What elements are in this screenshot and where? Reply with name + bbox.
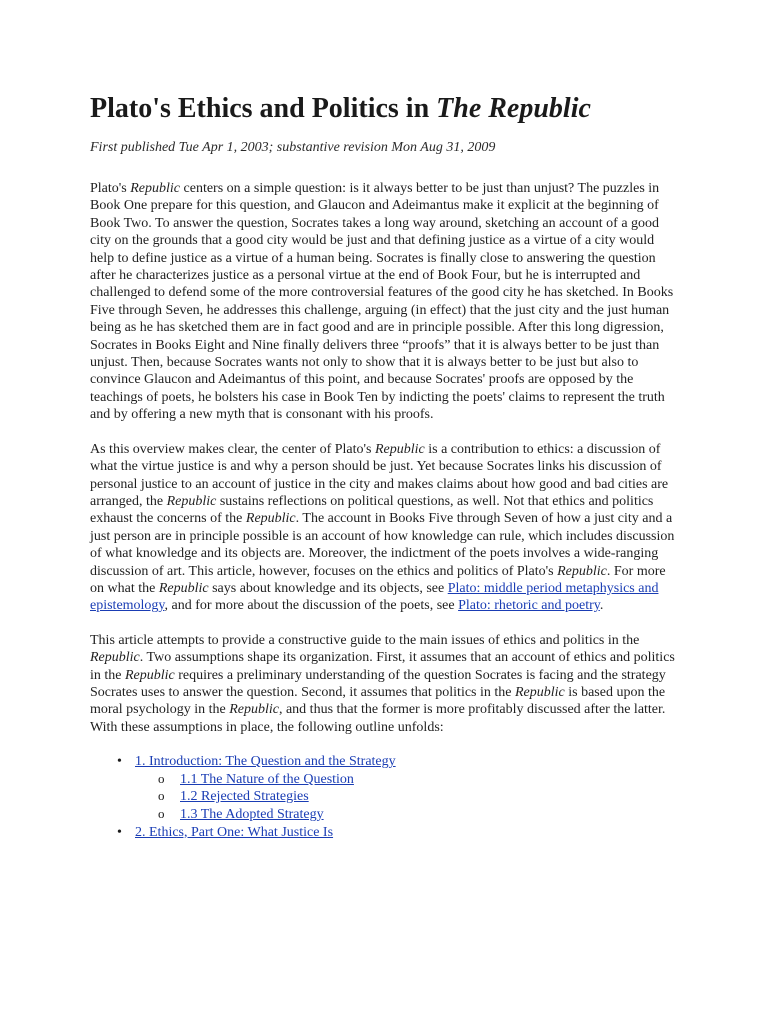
toc-sublist — [135, 771, 678, 824]
italic-run: Republic — [158, 580, 209, 596]
text-run: requires a preliminary understanding of the question Socrates is facing and the strategy Socrates uses to answer the question. Second, it assumes that politics in the — [90, 667, 666, 700]
italic-run: Republic — [125, 667, 175, 683]
toc-subitem — [135, 788, 678, 806]
text-run: This article attempts to provide a constructive guide to the main issues of ethics and politics in the — [90, 632, 640, 648]
paragraph-outline-intro — [90, 632, 678, 736]
text-run: , and for more about the discussion of the poets, see — [164, 598, 459, 614]
toc-subitem — [135, 806, 678, 824]
italic-run: Republic — [557, 563, 607, 579]
italic-run: Republic — [166, 493, 217, 509]
text-run: . Two assumptions shape its organization. First, it assumes that an account of ethics and politics in the — [90, 650, 675, 683]
italic-run: Republic — [245, 511, 296, 527]
paragraph-focus — [90, 441, 678, 615]
title-italic-text: The Republic — [436, 93, 591, 124]
toc-link-rejected-strategies[interactable]: 1.2 Rejected Strategies — [180, 789, 309, 805]
link-metaphysics-epistemology[interactable]: Plato: middle period metaphysics and epistemology — [90, 580, 659, 614]
text-run: . For more on what the — [90, 563, 666, 596]
toc-item — [90, 753, 678, 823]
italic-run: Republic — [374, 441, 425, 457]
publication-info: First published Tue Apr 1, 2003; substantive revision Mon Aug 31, 2009 — [90, 140, 496, 155]
text-run: centers on a simple question: is it always better to be just than unjust? The puzzles in Book One prepare for this question, and Glaucon and Adeimantus make it explicit at the beginning of Book Two. To answer the question, Socrates takes a long way around, sketching an account of a good city on the grounds that a good city would be just and that defining justice as a virtue of a city would help to define justice as a virtue of a human being. Socrates is finally close to answering the question after he characterizes justice as a personal virtue at the end of Book Four, but he is interrupted and challenged to defend some of the more controversial features of the good city he has sketched. In Books Five through Seven, he addresses this challenge, arguing (in effect) that the just city and the just human being as he has sketched them are in fact good and are in principle possible. After this long digression, Socrates in Books Eight and Nine finally delivers three “proofs” that it is always better to be just than unjust. Then, because Socrates wants not only to show that it is always better to be just but also to convince Glaucon and Adeimantus of this point, and because Socrates' proofs are opposed by the teachings of poets, he bolsters his case in Book Ten by indicting the poets' claims to represent the truth and by offering a new myth that is consonant with his proofs. — [90, 181, 674, 423]
text-run: is based upon the moral psychology in the — [90, 684, 666, 718]
italic-run: Republic — [514, 684, 565, 700]
toc-item — [90, 824, 678, 842]
paragraph-overview — [90, 180, 678, 424]
text-run: sustains reflections on political questions, as well. Not that ethics and politics exhaust the concerns of the — [90, 493, 654, 527]
text-run: Plato's — [90, 181, 131, 196]
table-of-contents — [90, 753, 678, 841]
italic-run: Republic — [229, 702, 279, 718]
text-run: . The account in Books Five through Seven of how a just city and a just person are in principle possible is an account of how knowledge can rule, which includes discussion of what knowledge and its objects are. Moreover, the indictment of the poets involves a wide-ranging discussion of art. This article, however, focuses on the ethics and politics of Plato's — [90, 511, 675, 579]
link-rhetoric-poetry[interactable]: Plato: rhetoric and poetry — [458, 598, 600, 614]
text-run: . — [599, 598, 604, 614]
italic-run: Republic — [130, 181, 181, 196]
toc-link-adopted-strategy[interactable]: 1.3 The Adopted Strategy — [180, 806, 324, 822]
toc-link-ethics-part-one[interactable]: 2. Ethics, Part One: What Justice Is — [135, 824, 334, 840]
toc-link-nature-of-question[interactable]: 1.1 The Nature of the Question — [180, 771, 354, 787]
text-run: , and thus that the former is more profitably discussed after the latter. With these assumptions in place, the following outline unfolds: — [90, 702, 666, 735]
text-run: says about knowledge and its objects, see — [208, 580, 448, 596]
italic-run: Republic — [90, 650, 140, 666]
toc-subitem — [135, 771, 678, 789]
text-run: As this overview makes clear, the center of Plato's — [90, 441, 375, 457]
page-title — [90, 0, 678, 128]
title-text: Plato's Ethics and Politics in — [90, 93, 437, 124]
toc-link-introduction[interactable]: 1. Introduction: The Question and the Strategy — [135, 754, 396, 770]
text-run: is a contribution to ethics: a discussion of what the virtue justice is and why a person should be just. Yet because Socrates links his discussion of personal justice to an account of justice in the city and makes claims about how good and bad cities are arranged, the — [90, 441, 669, 509]
